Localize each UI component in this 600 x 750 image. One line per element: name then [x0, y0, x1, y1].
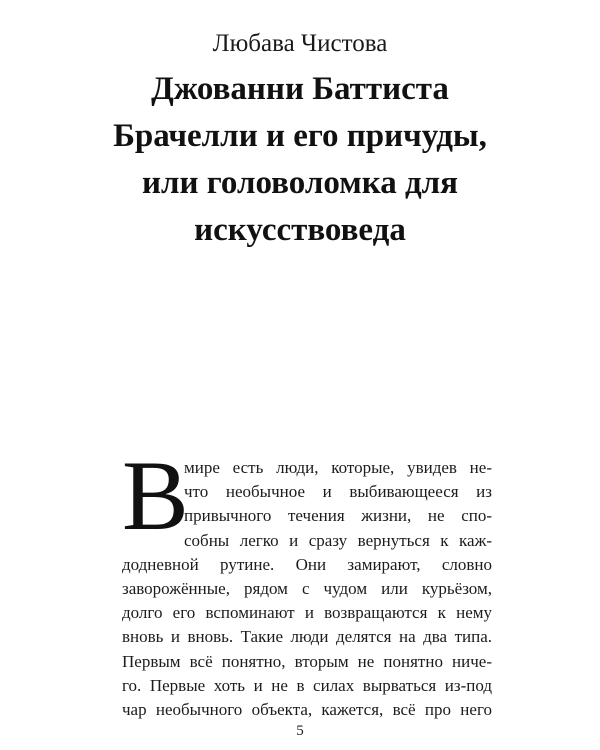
body-line-5: додневной рутине. Они замирают, словно — [122, 554, 492, 574]
title-line-4: искусствоведа — [194, 212, 406, 248]
body-line-10: го. Первые хоть и не в силах вырваться из-под — [122, 675, 492, 695]
body-line-1: мире есть люди, которые, увидев не- — [184, 458, 492, 477]
title-line-2: Брачелли и его причуды, — [113, 118, 487, 154]
title-line-3: или головоломка для — [141, 165, 459, 201]
drop-cap-letter: В — [122, 440, 189, 551]
body-paragraph — [122, 456, 492, 722]
body-line-9: Первым всё понятно, вторым не понятно ниче- — [122, 651, 492, 671]
body-line-7: долго его вспоминают и возвращаются к нему — [122, 603, 492, 623]
page-number: 5 — [296, 723, 304, 739]
body-line-3: привычного течения жизни, не спо- — [184, 506, 492, 526]
body-line-2: что необычное и выбивающееся из — [184, 482, 492, 502]
chapter-title — [60, 66, 540, 254]
author-name: Любава Чистова — [212, 30, 388, 57]
title-line-1: Джованни Баттиста — [151, 71, 449, 107]
body-line-4: собны легко и сразу вернуться к каж- — [184, 530, 492, 550]
body-line-11: чар необычного объекта, кажется, всё про него — [122, 700, 492, 720]
body-line-8: вновь и вновь. Такие люди делятся на два типа. — [122, 627, 492, 647]
body-line-6: заворожённые, рядом с чудом или курьёзом, — [122, 579, 492, 599]
